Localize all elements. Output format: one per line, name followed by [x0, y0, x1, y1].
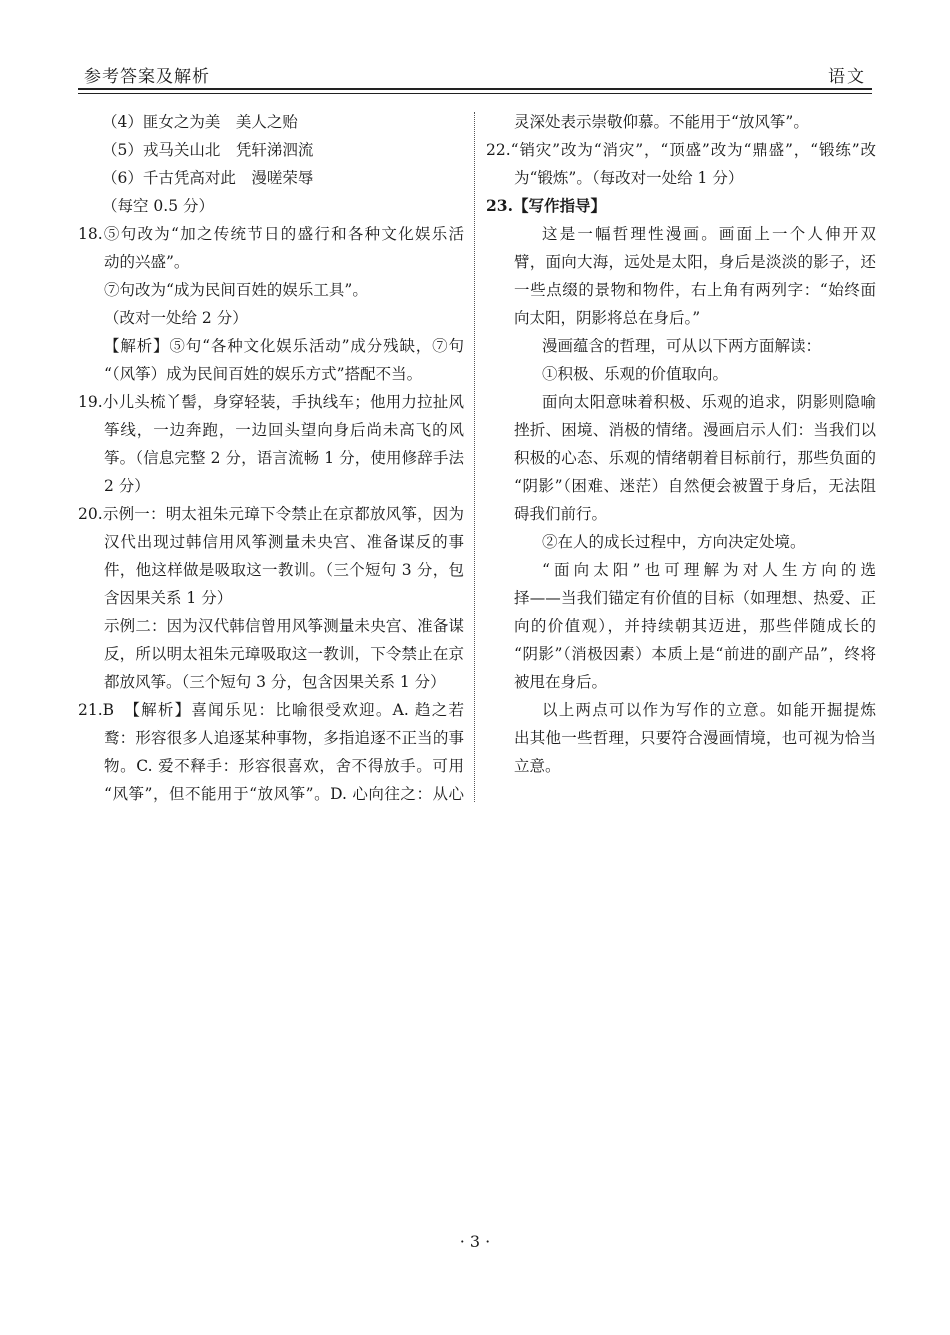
text-line: 积极的心态、乐观的情绪朝着目标前行，那些负面的 [514, 449, 876, 467]
text-line: （4）匪女之为美 美人之贻 [102, 113, 298, 131]
text-line: 汉代出现过韩信用风筝测量未央宫、准备谋反的事 [104, 533, 464, 551]
text-line: 动的兴盛”。 [104, 253, 190, 271]
text-line: 立意。 [514, 757, 561, 775]
text-line: “阴影”（消极因素）本质上是“前进的副产品”，终将 [514, 645, 876, 663]
text-line: （改对一处给 2 分） [104, 309, 248, 327]
text-line: 出其他一些哲理，只要符合漫画情境，也可视为恰当 [514, 729, 876, 747]
text-line: 含因果关系 1 分） [104, 589, 233, 607]
text-line: 20.示例一：明太祖朱元璋下令禁止在京都放风筝，因为 [78, 505, 464, 523]
text-line: 18.⑤句改为“加之传统节日的盛行和各种文化娱乐活 [78, 225, 464, 243]
page-number: · 3 · [459, 1232, 491, 1251]
text-line: 2 分） [104, 477, 150, 495]
text-line: 向的价值观），并持续朝其迈进，那些伴随成长的 [514, 617, 876, 635]
text-line: “风筝”，但不能用于“放风筝”。D. 心向往之：从心 [104, 785, 464, 803]
text-line: ②在人的成长过程中，方向决定处境。 [542, 533, 806, 551]
header-subject: 语文 [828, 67, 866, 87]
text-line: ①积极、乐观的价值取向。 [542, 365, 729, 383]
header-rule-thin [78, 93, 872, 94]
text-line: 被甩在身后。 [514, 673, 608, 691]
header-rule-thick [78, 88, 872, 90]
right-column [486, 108, 876, 780]
page-header [78, 54, 872, 90]
text-line: 以上两点可以作为写作的立意。如能开掘提炼 [542, 701, 876, 719]
text-line: 挫折、困境、消极的情绪。漫画启示人们：当我们以 [514, 421, 876, 439]
text-line: 筝线，一边奔跑，一边回头望向身后尚未高飞的风 [104, 421, 464, 439]
text-line: 灵深处表示崇敬仰慕。不能用于“放风筝”。 [514, 113, 809, 131]
text-line: 21.B 【解析】喜闻乐见：比喻很受欢迎。A. 趋之若 [78, 701, 464, 719]
text-line: （每空 0.5 分） [102, 197, 215, 215]
text-line: 鹜：形容很多人追逐某种事物，多指追逐不正当的事 [104, 729, 464, 747]
text-line: （5）戎马关山北 凭轩涕泗流 [102, 141, 314, 159]
text-line: 一些点缀的景物和物件，右上角有两列字：“始终面 [514, 281, 876, 299]
section-heading: 23.【写作指导】 [486, 196, 606, 215]
text-line: 臂，面向大海，远处是太阳，身后是淡淡的影子，还 [514, 253, 876, 271]
text-line: 向太阳，阴影将总在身后。” [514, 309, 701, 327]
header-title: 参考答案及解析 [84, 67, 210, 87]
text-line: “阴影”（困难、迷茫）自然便会被置于身后，无法阻 [514, 477, 876, 495]
text-line: 19.小儿头梳丫髻，身穿轻装，手执线车；他用力拉扯风 [78, 393, 464, 411]
text-line: 件，他这样做是吸取这一教训。（三个短句 3 分，包 [104, 561, 464, 579]
text-line: （6）千古凭高对此 漫嗟荣辱 [102, 169, 314, 187]
text-line: 都放风筝。（三个短句 3 分，包含因果关系 1 分） [104, 673, 446, 691]
text-line: 示例二：因为汉代韩信曾用风筝测量未央宫、准备谋 [104, 617, 464, 635]
text-line: 反，所以明太祖朱元璋吸取这一教训，下令禁止在京 [104, 645, 464, 663]
text-line: 22.“销灾”改为“消灾”，“顶盛”改为“鼎盛”，“锻练”改 [486, 141, 876, 159]
column-divider [474, 112, 475, 802]
text-line: ⑦句改为“成为民间百姓的娱乐工具”。 [104, 281, 368, 299]
text-line: “面向太阳”也可理解为对人生方向的选 [542, 561, 876, 579]
left-column [78, 108, 464, 808]
text-line: 物。C. 爱不释手：形容很喜欢，舍不得放手。可用 [104, 757, 464, 775]
text-line: 这是一幅哲理性漫画。画面上一个人伸开双 [542, 225, 876, 243]
text-line: 择——当我们锚定有价值的目标（如理想、热爱、正 [514, 589, 876, 607]
text-line: 筝。（信息完整 2 分，语言流畅 1 分，使用修辞手法 [104, 449, 464, 467]
text-line: 面向太阳意味着积极、乐观的追求，阴影则隐喻 [542, 393, 876, 411]
analysis-line: 【解析】⑤句“各种文化娱乐活动”成分残缺，⑦句 [104, 337, 464, 355]
text-line: 漫画蕴含的哲理，可从以下两方面解读： [542, 337, 822, 355]
text-line: 碍我们前行。 [514, 505, 608, 523]
text-line: “（风筝）成为民间百姓的娱乐方式”搭配不当。 [104, 365, 423, 383]
text-line: 为“锻炼”。（每改对一处给 1 分） [514, 169, 744, 187]
